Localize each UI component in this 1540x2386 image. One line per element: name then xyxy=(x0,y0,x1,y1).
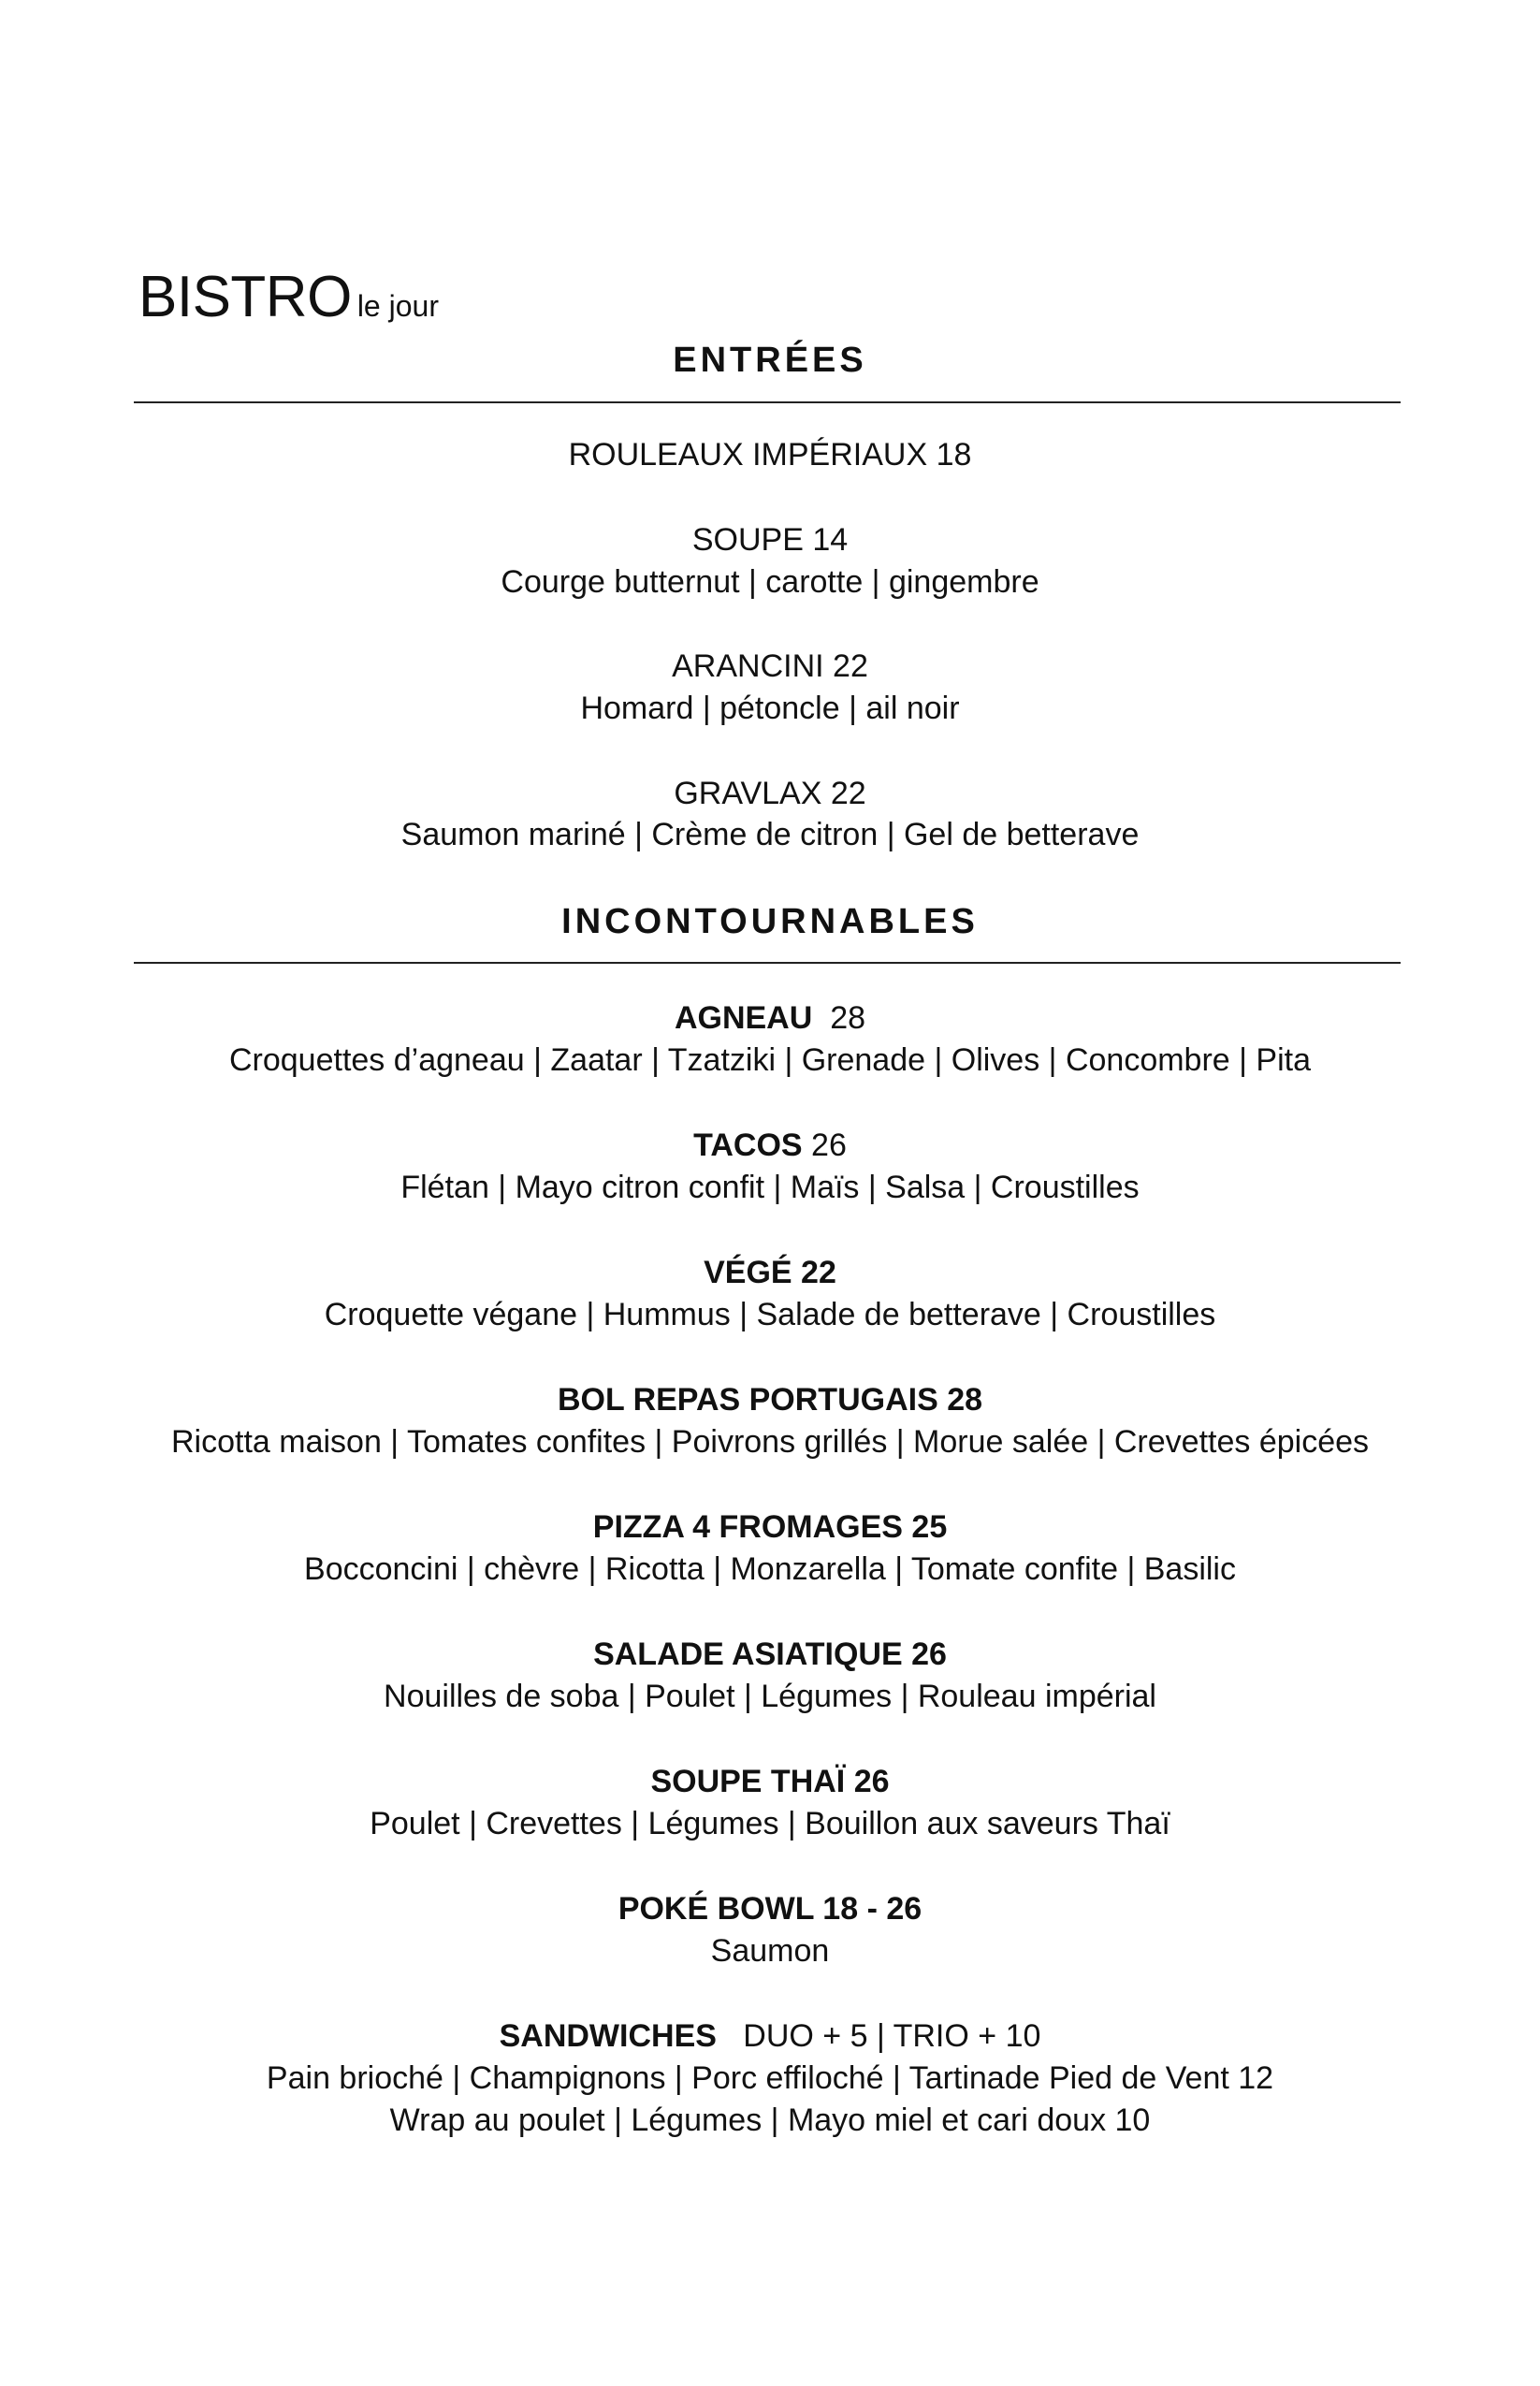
brand-tagline: le jour xyxy=(356,289,439,323)
menu-item-name: GRAVLAX 22 xyxy=(674,776,866,811)
section-divider-entrees xyxy=(134,401,1401,403)
menu-item-name: ROULEAUX IMPÉRIAUX 18 xyxy=(568,437,972,473)
menu-item-description: Pain brioché | Champignons | Porc effiloché | Tartinade Pied de Vent 12 xyxy=(266,2060,1274,2096)
menu-item-description: Flétan | Mayo citron confit | Maïs | Salsa | Croustilles xyxy=(400,1170,1140,1205)
section-title-incontournables: INCONTOURNABLES xyxy=(561,902,979,941)
menu-item-price: 26 xyxy=(811,1128,847,1163)
menu-item-description: Saumon xyxy=(710,1933,830,1969)
section-divider-incontournables xyxy=(134,962,1401,964)
section-title-entrees: ENTRÉES xyxy=(673,341,867,380)
menu-item-description: Courge butternut | carotte | gingembre xyxy=(501,564,1039,600)
menu-item-name: SOUPE THAÏ 26 xyxy=(650,1764,890,1799)
menu-item-description: Bocconcini | chèvre | Ricotta | Monzarella | Tomate confite | Basilic xyxy=(304,1551,1236,1587)
brand-header xyxy=(138,264,439,330)
menu-item-options: DUO + 5 | TRIO + 10 xyxy=(743,2018,1041,2054)
menu-item-name: TACOS xyxy=(693,1128,803,1163)
menu-item-name: PIZZA 4 FROMAGES 25 xyxy=(592,1509,948,1545)
menu-item-name: SALADE ASIATIQUE 26 xyxy=(593,1637,947,1672)
menu-item-heading xyxy=(0,2015,1540,2057)
menu-item-description: Nouilles de soba | Poulet | Légumes | Rouleau impérial xyxy=(384,1679,1156,1714)
menu-item-description: Wrap au poulet | Légumes | Mayo miel et cari doux 10 xyxy=(389,2102,1151,2138)
menu-item-description: Ricotta maison | Tomates confites | Poivrons grillés | Morue salée | Crevettes épicées xyxy=(170,1424,1370,1460)
menu-item-name: BOL REPAS PORTUGAIS 28 xyxy=(557,1382,983,1418)
menu-item-description: Homard | pétoncle | ail noir xyxy=(580,691,960,726)
menu-item-description: Croquettes d’agneau | Zaatar | Tzatziki | Grenade | Olives | Concombre | Pita xyxy=(228,1042,1312,1078)
menu-item-price: 28 xyxy=(830,1000,866,1036)
menu-item-name: SOUPE 14 xyxy=(691,522,849,558)
menu-item-description: Croquette végane | Hummus | Salade de betterave | Croustilles xyxy=(324,1297,1216,1332)
brand-name: BISTRO xyxy=(138,265,352,329)
menu-item-name: AGNEAU xyxy=(674,1000,813,1036)
menu-item-heading xyxy=(0,997,1540,1039)
menu-item-name: ARANCINI 22 xyxy=(672,648,868,684)
menu-item-description: Poulet | Crevettes | Légumes | Bouillon aux saveurs Thaï xyxy=(370,1806,1170,1841)
menu-item-name: POKÉ BOWL 18 - 26 xyxy=(617,1891,923,1927)
menu-item-heading xyxy=(0,1125,1540,1166)
menu-item-description: Saumon mariné | Crème de citron | Gel de betterave xyxy=(400,817,1140,852)
menu-item-name: SANDWICHES xyxy=(499,2018,717,2054)
menu-item-name: VÉGÉ 22 xyxy=(704,1255,836,1290)
